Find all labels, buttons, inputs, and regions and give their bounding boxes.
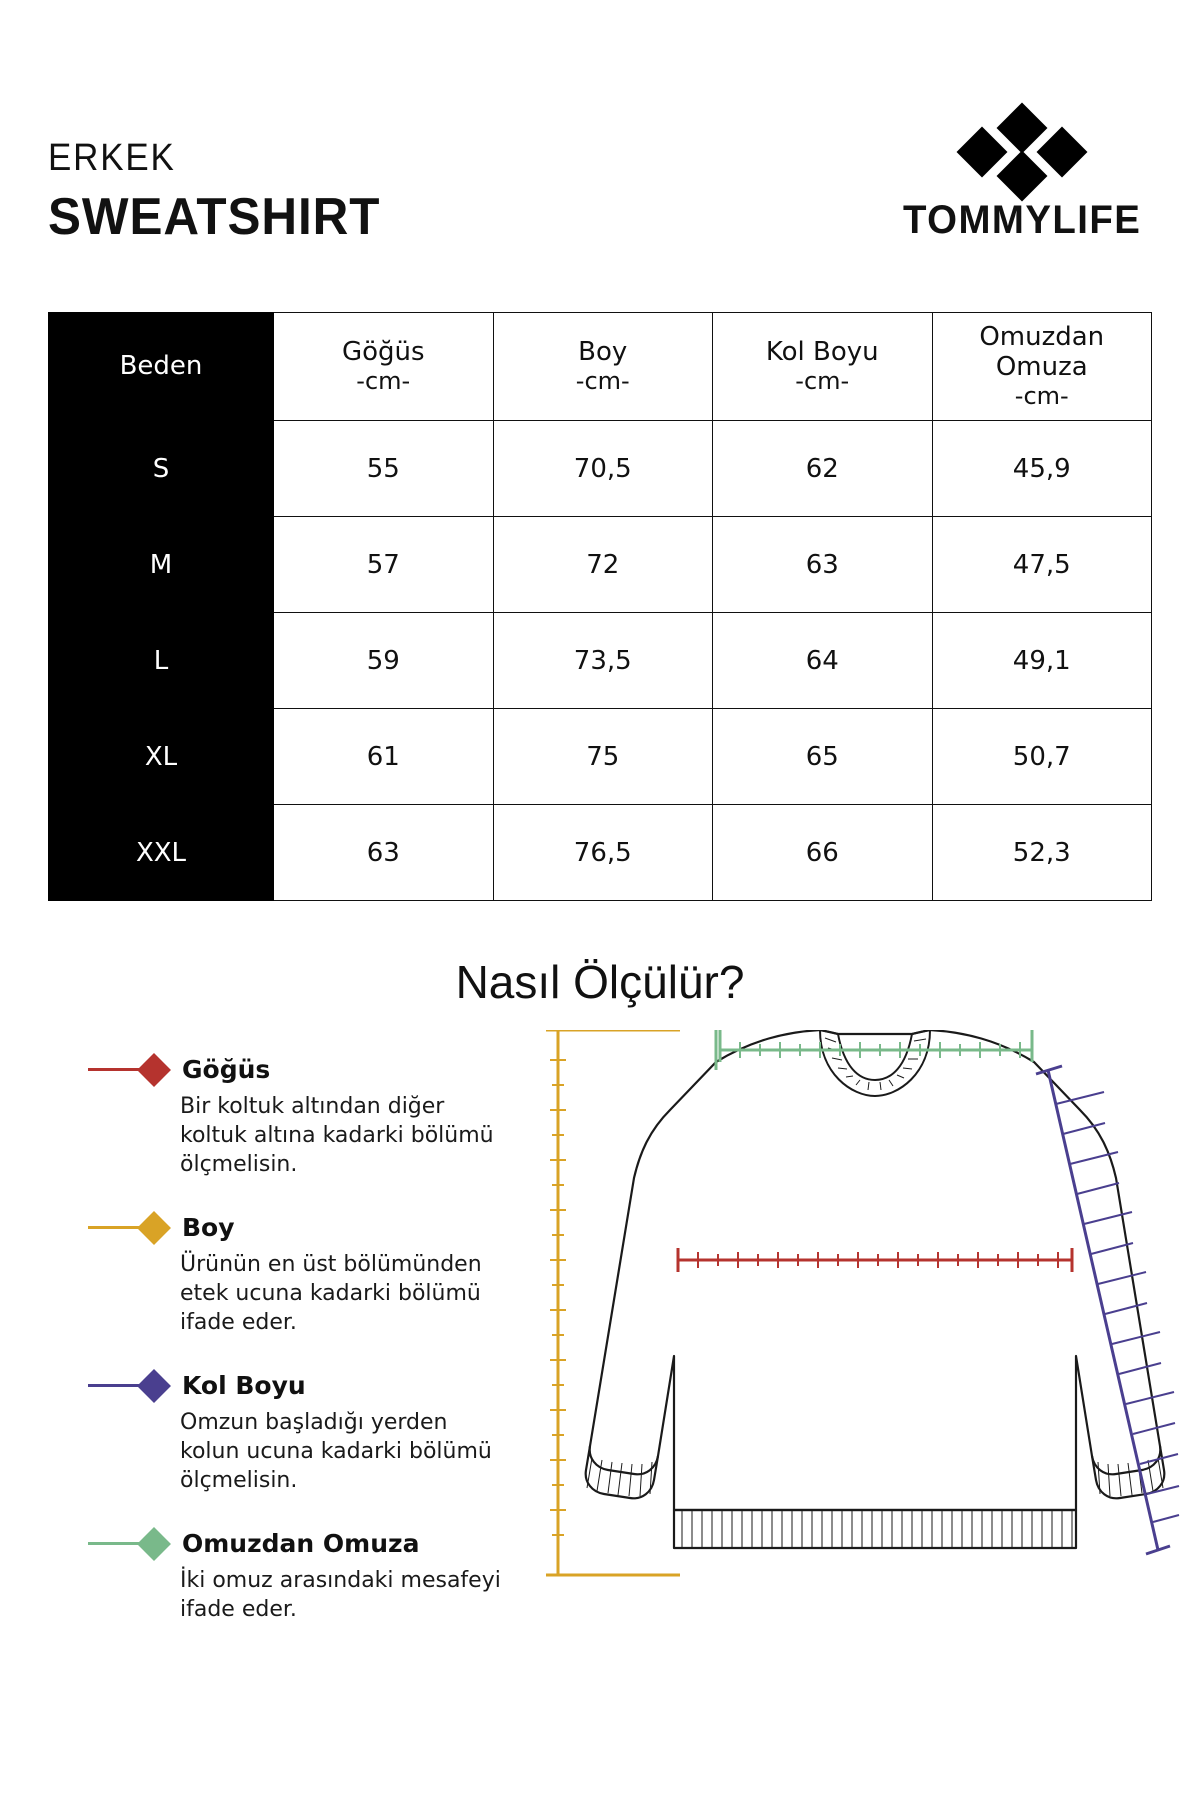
gogus-diamond-icon [137, 1053, 171, 1087]
cell-boy: 76,5 [493, 805, 713, 901]
cell-size: S [49, 421, 274, 517]
cell-kol: 63 [713, 517, 933, 613]
cell-size: L [49, 613, 274, 709]
legend-label: Göğüs [182, 1055, 271, 1084]
omuzdan-omuza-diamond-icon [137, 1527, 171, 1561]
table-row [49, 517, 1152, 613]
howto-title: Nasıl Ölçülür? [455, 956, 745, 1008]
page-category: ERKEK [48, 137, 176, 179]
legend-description: Ürünün en üst bölümünden etek ucuna kadarki bölümü ifade eder. [180, 1252, 482, 1336]
cell-boy: 72 [493, 517, 713, 613]
table-header-row [49, 313, 1152, 421]
cell-size: M [49, 517, 274, 613]
size-table [48, 312, 1152, 901]
cell-boy: 73,5 [493, 613, 713, 709]
legend-item-gogus [88, 1055, 508, 1179]
table-row [49, 709, 1152, 805]
cell-size: XL [49, 709, 274, 805]
legend-description: Omzun başladığı yerden kolun ucuna kadarki bölümü ölçmelisin. [180, 1410, 492, 1494]
cell-omuz: 49,1 [932, 613, 1152, 709]
cell-kol: 64 [713, 613, 933, 709]
cell-gogus: 57 [274, 517, 494, 613]
page-header [48, 110, 1152, 246]
legend-label: Omuzdan Omuza [182, 1529, 420, 1559]
legend-label: Boy [182, 1213, 235, 1243]
cell-gogus: 55 [274, 421, 494, 517]
table-row [49, 421, 1152, 517]
column-header-gogus: Göğüs -cm- [274, 313, 494, 421]
cell-gogus: 59 [274, 613, 494, 709]
column-header-omuzdan-omuza: Omuzdan Omuza -cm- [932, 313, 1152, 421]
cell-omuz: 52,3 [932, 805, 1152, 901]
page-title: SWEATSHIRT [48, 188, 381, 246]
legend-description: Bir koltuk altından diğer koltuk altına kadarki bölümü ölçmelisin. [180, 1094, 494, 1178]
cell-boy: 75 [493, 709, 713, 805]
title-block [48, 137, 398, 246]
cell-omuz: 45,9 [932, 421, 1152, 517]
cell-omuz: 50,7 [932, 709, 1152, 805]
cell-omuz: 47,5 [932, 517, 1152, 613]
cell-kol: 65 [713, 709, 933, 805]
boy-diamond-icon [137, 1211, 171, 1245]
cell-kol: 62 [713, 421, 933, 517]
kol-boyu-diamond-icon [137, 1369, 171, 1403]
column-header-kol-boyu: Kol Boyu -cm- [713, 313, 933, 421]
size-table-wrapper [48, 312, 1152, 901]
cell-size: XXL [49, 805, 274, 901]
table-row [49, 805, 1152, 901]
measurement-legend [88, 1055, 508, 1658]
sweatshirt-measurement-diagram [520, 1030, 1180, 1730]
cell-gogus: 61 [274, 709, 494, 805]
legend-description: İki omuz arasındaki mesafeyi ifade eder. [180, 1568, 501, 1623]
diamond-cluster-icon [942, 110, 1102, 188]
brand-name: TOMMYLIFE [902, 198, 1142, 242]
legend-item-boy [88, 1213, 508, 1337]
column-header-beden: Beden [49, 313, 274, 421]
brand-block [898, 110, 1146, 243]
cell-boy: 70,5 [493, 421, 713, 517]
legend-item-omuzdan-omuza [88, 1529, 508, 1624]
cell-gogus: 63 [274, 805, 494, 901]
column-header-boy: Boy -cm- [493, 313, 713, 421]
table-row [49, 613, 1152, 709]
cell-kol: 66 [713, 805, 933, 901]
legend-label: Kol Boyu [182, 1371, 306, 1401]
legend-item-kol-boyu [88, 1371, 508, 1495]
